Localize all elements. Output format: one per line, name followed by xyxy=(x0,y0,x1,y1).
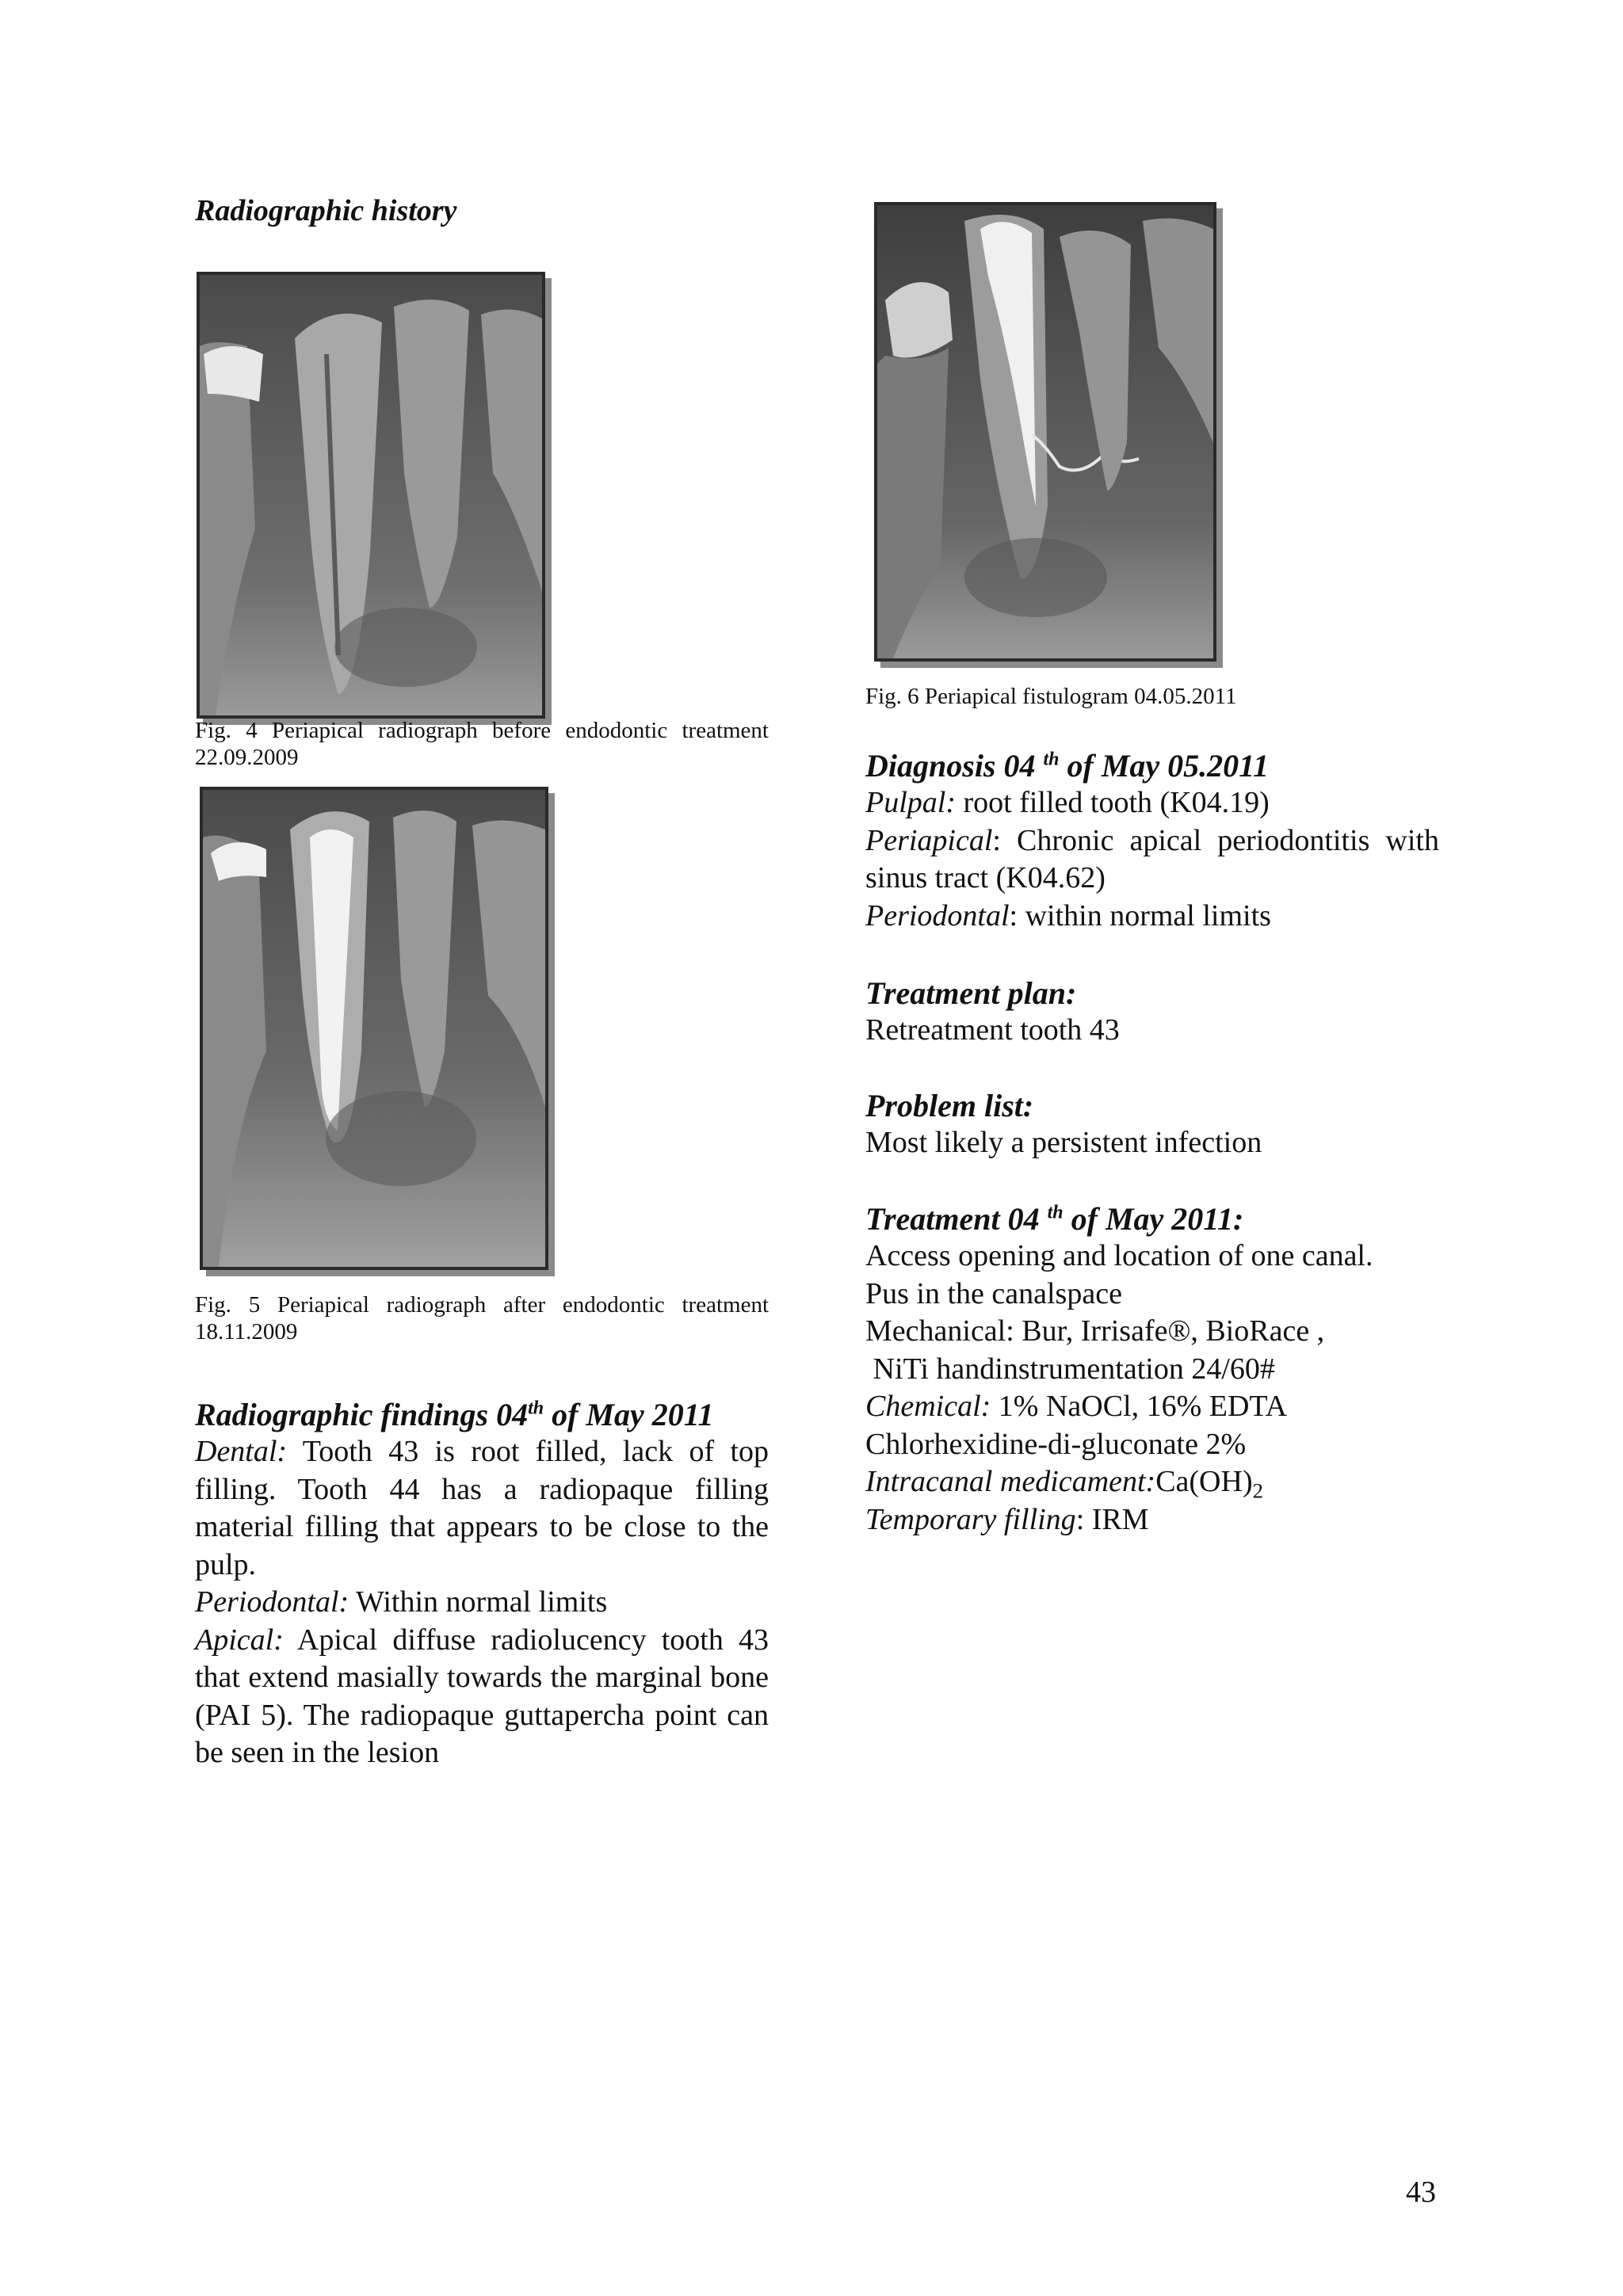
findings-heading-pre: Radiographic findings 04 xyxy=(195,1397,529,1432)
periodontal-label: Periodontal: xyxy=(195,1585,349,1619)
treatment-line-2: Pus in the canalspace xyxy=(865,1276,1122,1310)
page-number: 43 xyxy=(1406,2176,1436,2209)
diagnosis-heading-post: of May 05.2011 xyxy=(1059,748,1269,784)
treatment-plan-heading: Treatment plan: xyxy=(865,975,1077,1011)
problem-list-text: Most likely a persistent infection xyxy=(865,1126,1262,1159)
treatment-intracanal xyxy=(865,1463,1439,1501)
intracanal-sub: 2 xyxy=(1252,1478,1263,1503)
findings-heading-post: of May 2011 xyxy=(544,1397,714,1432)
dental-label: Dental: xyxy=(195,1435,288,1468)
treatment-chemical xyxy=(865,1388,1439,1426)
treatment-line-4: NiTi handinstrumentation 24/60# xyxy=(865,1352,1275,1386)
diagnosis-heading-pre: Diagnosis 04 xyxy=(865,748,1036,784)
figure-6-fistulogram xyxy=(874,202,1216,662)
temporary-text: : IRM xyxy=(1075,1502,1149,1536)
chemical-text: 1% NaOCl, 16% EDTA xyxy=(991,1390,1288,1423)
intracanal-text: Ca(OH) xyxy=(1155,1465,1253,1498)
treatment-heading-sup: th xyxy=(1047,1202,1064,1223)
periapical-label: Periapical xyxy=(865,823,993,857)
treatment-heading-pre: Treatment 04 xyxy=(865,1201,1040,1237)
figure-4-caption: Fig. 4 Periapical radiograph before endodontic treatment 22.09.2009 xyxy=(195,718,769,770)
treatment-line-6: Chlorhexidine-di-gluconate 2% xyxy=(865,1427,1247,1461)
treatment-plan-section xyxy=(865,974,1439,1050)
diagnosis-heading-sup: th xyxy=(1043,749,1060,770)
apical-label: Apical: xyxy=(195,1623,284,1657)
findings-body xyxy=(195,1433,769,1772)
periodontal-text: Within normal limits xyxy=(349,1585,608,1619)
treatment-temporary xyxy=(865,1501,1439,1539)
problem-list-section xyxy=(865,1087,1439,1162)
diagnosis-periodontal-label: Periodontal xyxy=(865,898,1010,933)
treatment-heading-post: of May 2011: xyxy=(1063,1201,1244,1237)
treatment-heading xyxy=(865,1200,1439,1238)
diagnosis-section xyxy=(865,747,1439,935)
problem-list-heading: Problem list: xyxy=(865,1088,1034,1123)
radiographic-findings-section xyxy=(195,1396,769,1772)
chemical-label: Chemical: xyxy=(865,1390,991,1423)
section-title-text: Radiographic history xyxy=(195,194,457,227)
figure-4-radiograph xyxy=(197,272,545,719)
treatment-body xyxy=(865,1238,1439,1539)
figure-5-caption: Fig. 5 Periapical radiograph after endodontic treatment 18.11.2009 xyxy=(195,1292,769,1344)
temporary-label: Temporary filling xyxy=(865,1502,1076,1536)
intracanal-label: Intracanal medicament: xyxy=(865,1465,1156,1498)
apical-text: Apical diffuse radiolucency tooth 43 that extend masially towards the marginal bone (PAI 5). The radiopaque guttapercha point can be seen in the lesion xyxy=(195,1623,769,1769)
section-title xyxy=(195,193,769,228)
diagnosis-body xyxy=(865,784,1439,935)
treatment-line-1: Access opening and location of one canal. xyxy=(865,1239,1373,1272)
treatment-line-3: Mechanical: Bur, Irrisafe®, BioRace , xyxy=(865,1314,1325,1348)
findings-heading xyxy=(195,1396,769,1433)
periapical-text: : Chronic apical periodontitis with sinus tract (K04.62) xyxy=(865,823,1439,894)
diagnosis-heading xyxy=(865,747,1439,784)
diagnosis-periodontal-text: : within normal limits xyxy=(1009,898,1271,933)
pulpal-label: Pulpal: xyxy=(865,786,956,819)
figure-5-radiograph xyxy=(200,787,548,1270)
dental-text: Tooth 43 is root filled, lack of top filling. Tooth 44 has a radiopaque filling material filling that appears to be close to the pulp. xyxy=(195,1435,769,1581)
pulpal-text: root filled tooth (K04.19) xyxy=(955,786,1270,819)
findings-heading-sup: th xyxy=(528,1398,544,1419)
treatment-section xyxy=(865,1200,1439,1539)
treatment-plan-text: Retreatment tooth 43 xyxy=(865,1013,1120,1047)
figure-6-caption: Fig. 6 Periapical fistulogram 04.05.2011 xyxy=(865,684,1237,709)
